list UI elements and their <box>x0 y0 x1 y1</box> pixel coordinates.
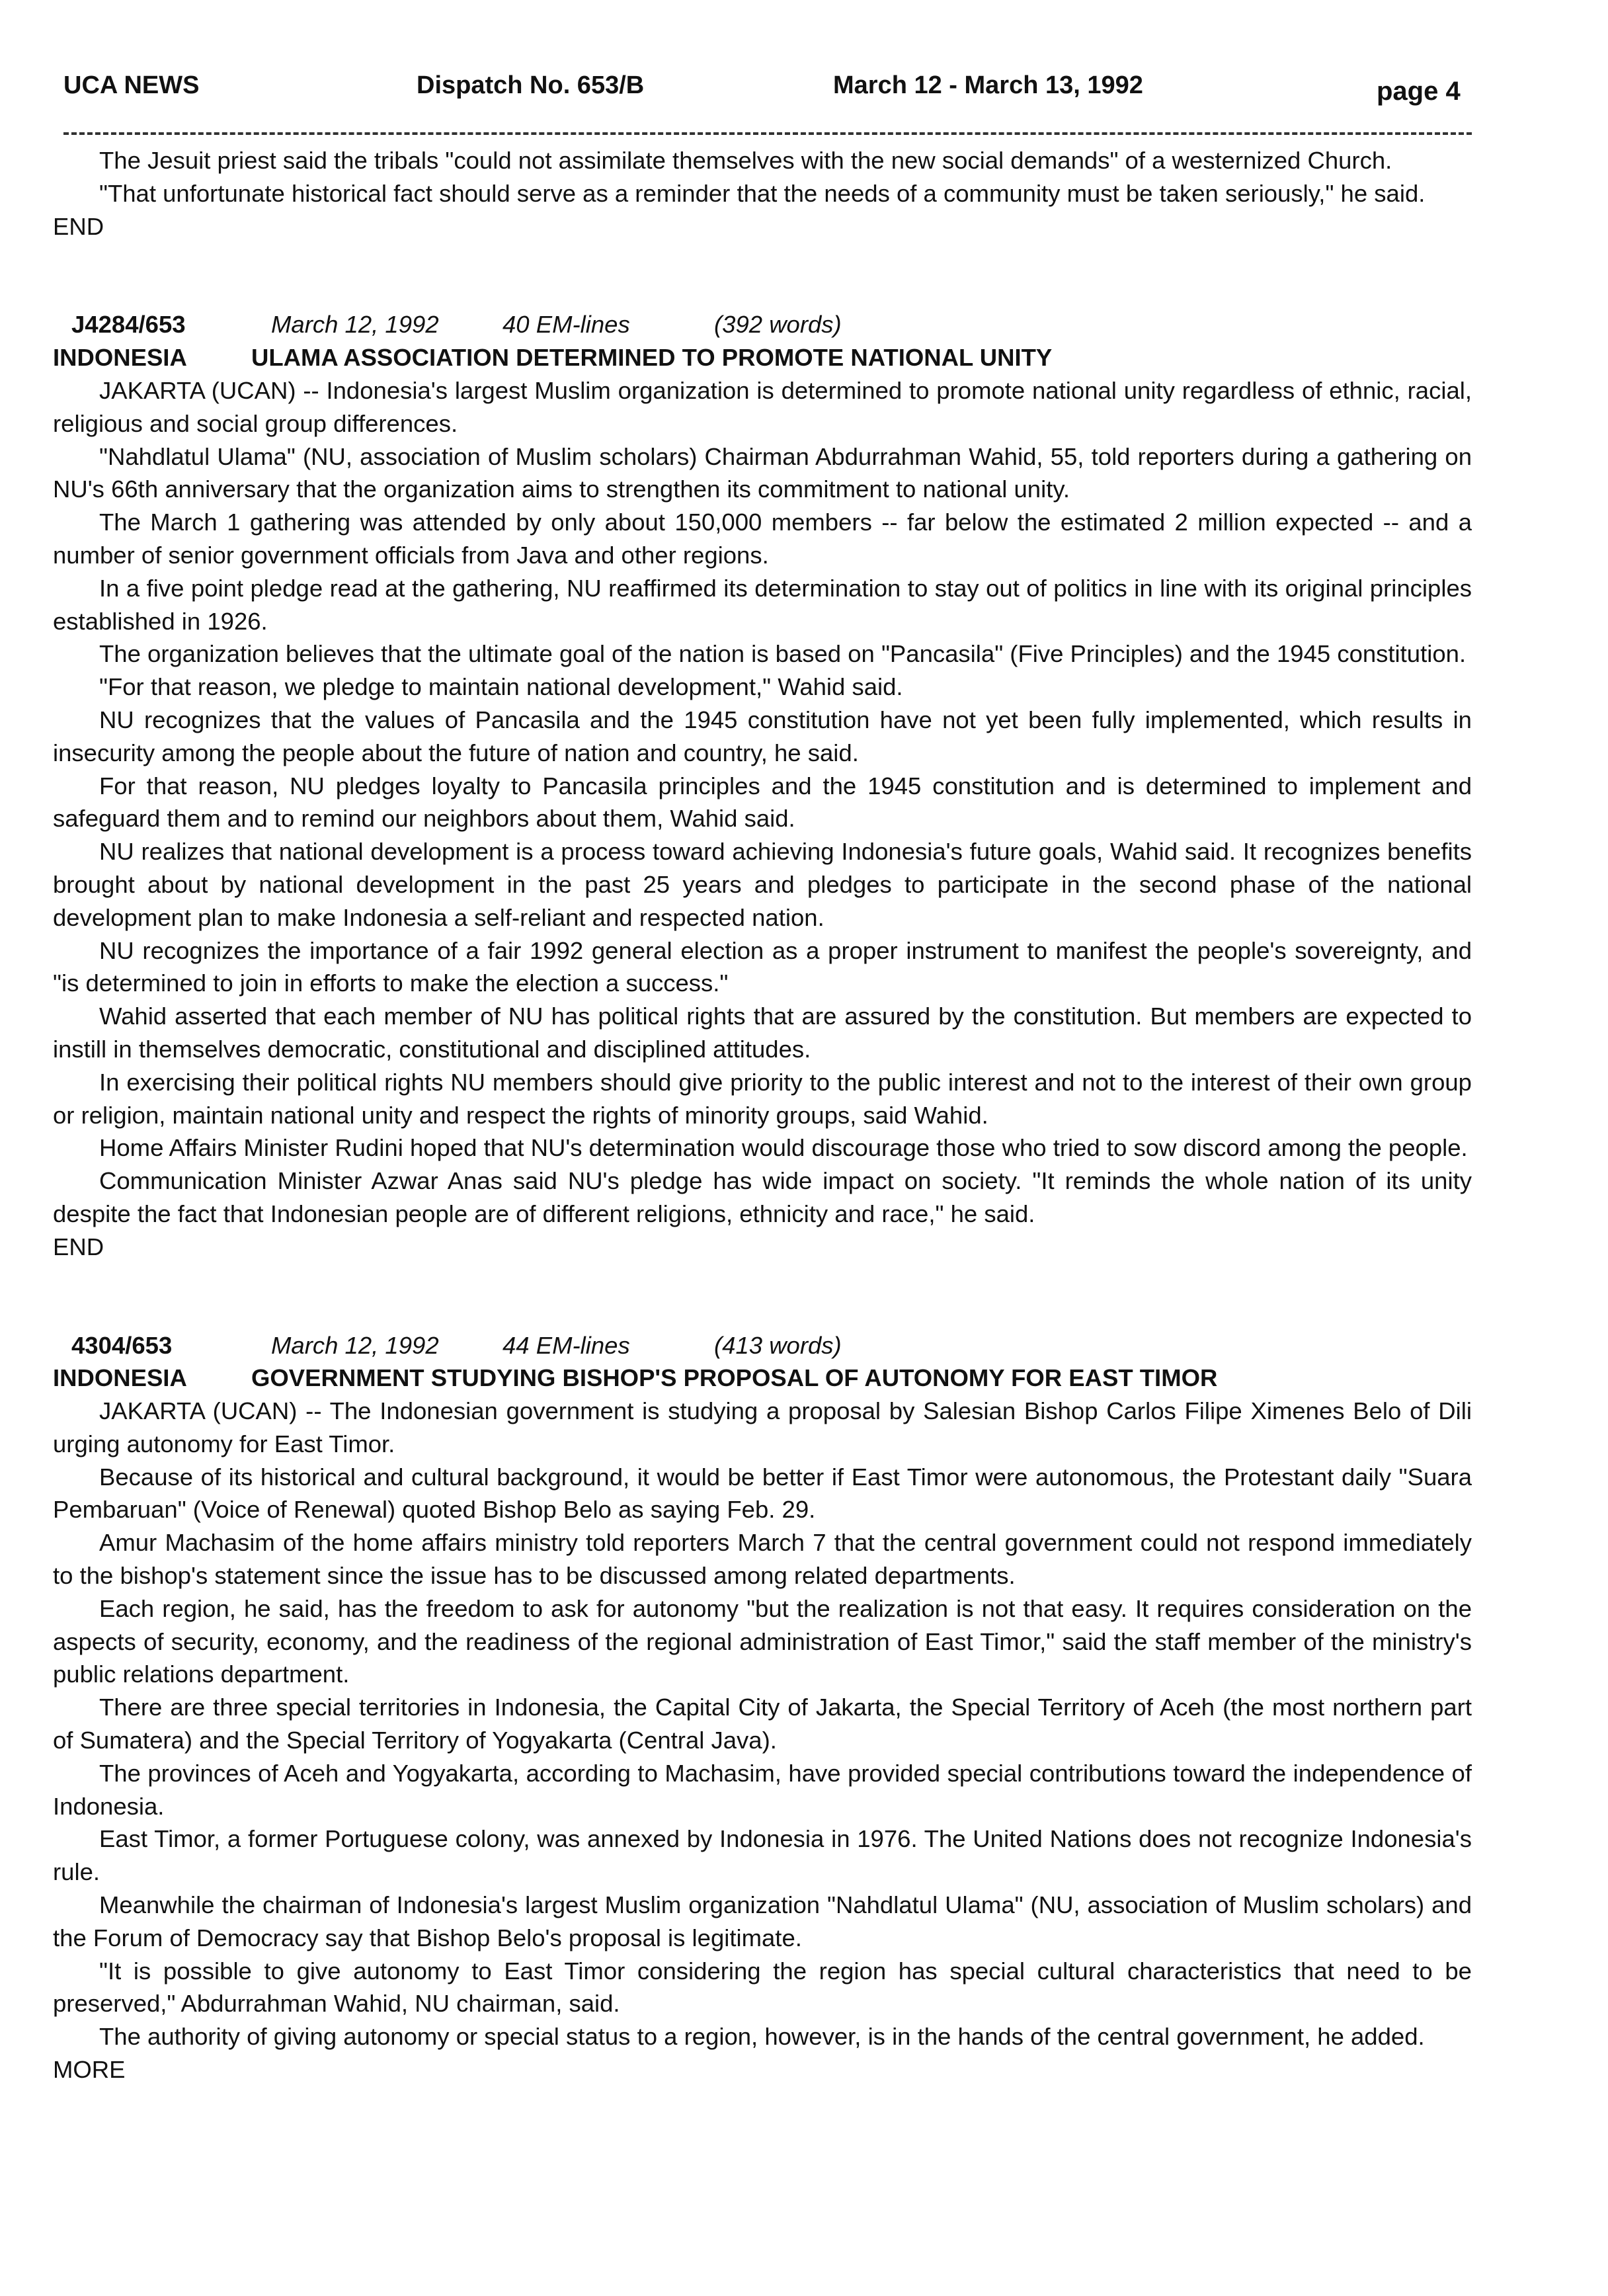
story-line-count: 40 EM-lines <box>502 311 630 339</box>
paragraph: NU recognizes the importance of a fair 1992 general election as a proper instrument to manifest the people's sovereignty, and "is determined to join in efforts to make the election a success." <box>53 936 1472 997</box>
story-line-count: 44 EM-lines <box>502 1331 630 1359</box>
paragraph: The Jesuit priest said the tribals "could not assimilate themselves with the new social demands" of a westernized Church. <box>99 147 1392 174</box>
paragraph: There are three special territories in Indonesia, the Capital City of Jakarta, the Special Territory of Aceh (the most northern part of Sumatera) and the Special Territory of Yogyakarta (Central Java). <box>53 1694 1472 1754</box>
paragraph: For that reason, NU pledges loyalty to Pancasila principles and the 1945 constitution and is determined to implement and safeguard them and to remind our neighbors about them, Wahid said. <box>53 772 1472 833</box>
paragraph: NU recognizes that the values of Pancasila and the 1945 constitution have not yet been fully implemented, which results in insecurity among the people about the future of nation and country, he said. <box>53 706 1472 766</box>
story-headline-row <box>53 341 1472 374</box>
paragraph: JAKARTA (UCAN) -- The Indonesian government is studying a proposal by Salesian Bishop Carlos Filipe Ximenes Belo of Dili urging autonomy for East Timor. <box>53 1397 1472 1457</box>
end-marker: END <box>53 1233 104 1260</box>
paragraph: East Timor, a former Portuguese colony, was annexed by Indonesia in 1976. The United Nations does not recognize Indonesia's rule. <box>53 1825 1472 1886</box>
paragraph: "Nahdlatul Ulama" (NU, association of Muslim scholars) Chairman Abdurrahman Wahid, 55, told reporters during a gathering on NU's 66th anniversary that the organization aims to strengthen its commitment to national unity. <box>53 442 1472 503</box>
dispatch-number: Dispatch No. 653/B <box>417 71 645 99</box>
paragraph: Wahid asserted that each member of NU has political rights that are assured by the constitution. But members are expected to instill in themselves democratic, constitutional and disciplined attitudes. <box>53 1003 1472 1063</box>
story-headline: GOVERNMENT STUDYING BISHOP'S PROPOSAL OF AUTONOMY FOR EAST TIMOR <box>251 1364 1218 1392</box>
paragraph: The authority of giving autonomy or special status to a region, however, is in the hands of the central government, he added. <box>99 2023 1425 2051</box>
paragraph: Communication Minister Azwar Anas said NU's pledge has wide impact on society. "It reminds the whole nation of its unity despite the fact that Indonesian people are of different religions, ethnicity and race," he said. <box>53 1167 1472 1227</box>
document-body <box>53 144 1472 2086</box>
paragraph: NU realizes that national development is a process toward achieving Indonesia's future goals, Wahid said. It recognizes benefits brought about by national development in the past 25 years and pledges to participate in the second phase of the national development plan to make Indonesia a self-reliant and respected nation. <box>53 838 1472 931</box>
story-date: March 12, 1992 <box>271 1331 439 1359</box>
paragraph: Each region, he said, has the freedom to ask for autonomy "but the realization is not that easy. It requires consideration on the aspects of security, economy, and the readiness of the regional administration of East Timor," said the staff member of the ministry's public relations department. <box>53 1594 1472 1688</box>
intro-section <box>53 144 1472 243</box>
paragraph: "It is possible to give autonomy to East Timor considering the region has special cultural characteristics that need to be preserved," Abdurrahman Wahid, NU chairman, said. <box>53 1957 1472 2018</box>
more-marker: MORE <box>53 2056 126 2084</box>
story-east-timor-autonomy <box>53 1329 1472 2086</box>
dispatch-dates: March 12 - March 13, 1992 <box>833 71 1143 99</box>
story-meta <box>53 1329 1472 1362</box>
paragraph: "That unfortunate historical fact should serve as a reminder that the needs of a community must be taken seriously," he said. <box>99 179 1426 207</box>
story-headline-row <box>53 1362 1472 1395</box>
page-number: page 4 <box>1377 77 1461 106</box>
paragraph: The March 1 gathering was attended by only about 150,000 members -- far below the estimated 2 million expected -- and a number of senior government officials from Java and other regions. <box>53 509 1472 569</box>
story-headline: ULAMA ASSOCIATION DETERMINED TO PROMOTE NATIONAL UNITY <box>251 344 1053 372</box>
story-country: INDONESIA <box>53 1364 187 1392</box>
story-id: 4304/653 <box>71 1331 173 1359</box>
story-ulama-association <box>53 308 1472 1263</box>
story-word-count: (413 words) <box>714 1331 842 1359</box>
publication-name: UCA NEWS <box>63 71 200 99</box>
paragraph: Amur Machasim of the home affairs ministry told reporters March 7 that the central government could not respond immediately to the bishop's statement since the issue has to be discussed among related departments. <box>53 1529 1472 1590</box>
paragraph: In exercising their political rights NU members should give priority to the public interest and not to the interest of their own group or religion, maintain national unity and respect the rights of minority groups, said Wahid. <box>53 1068 1472 1129</box>
story-country: INDONESIA <box>53 344 187 372</box>
story-meta <box>53 308 1472 341</box>
paragraph: JAKARTA (UCAN) -- Indonesia's largest Muslim organization is determined to promote national unity regardless of ethnic, racial, religious and social group differences. <box>53 376 1472 437</box>
story-word-count: (392 words) <box>714 311 842 339</box>
paragraph: The provinces of Aceh and Yogyakarta, according to Machasim, have provided special contributions toward the independence of Indonesia. <box>53 1759 1472 1820</box>
paragraph: The organization believes that the ultimate goal of the nation is based on "Pancasila" (Five Principles) and the 1945 constitution. <box>99 640 1467 668</box>
paragraph: Meanwhile the chairman of Indonesia's largest Muslim organization "Nahdlatul Ulama" (NU, association of Muslim scholars) and the Forum of Democracy say that Bishop Belo's proposal is legitimate. <box>53 1891 1472 1951</box>
story-id: J4284/653 <box>71 311 186 339</box>
paragraph: "For that reason, we pledge to maintain national development," Wahid said. <box>99 673 903 701</box>
story-date: March 12, 1992 <box>271 311 439 339</box>
header-divider <box>63 132 1472 135</box>
paragraph: Because of its historical and cultural background, it would be better if East Timor were autonomous, the Protestant daily "Suara Pembaruan" (Voice of Renewal) quoted Bishop Belo as saying Feb. 29. <box>53 1463 1472 1524</box>
paragraph: Home Affairs Minister Rudini hoped that NU's determination would discourage those who tried to sow discord among the people. <box>99 1134 1468 1162</box>
paragraph: In a five point pledge read at the gathering, NU reaffirmed its determination to stay out of politics in line with its original principles established in 1926. <box>53 574 1472 635</box>
end-marker: END <box>53 212 104 240</box>
